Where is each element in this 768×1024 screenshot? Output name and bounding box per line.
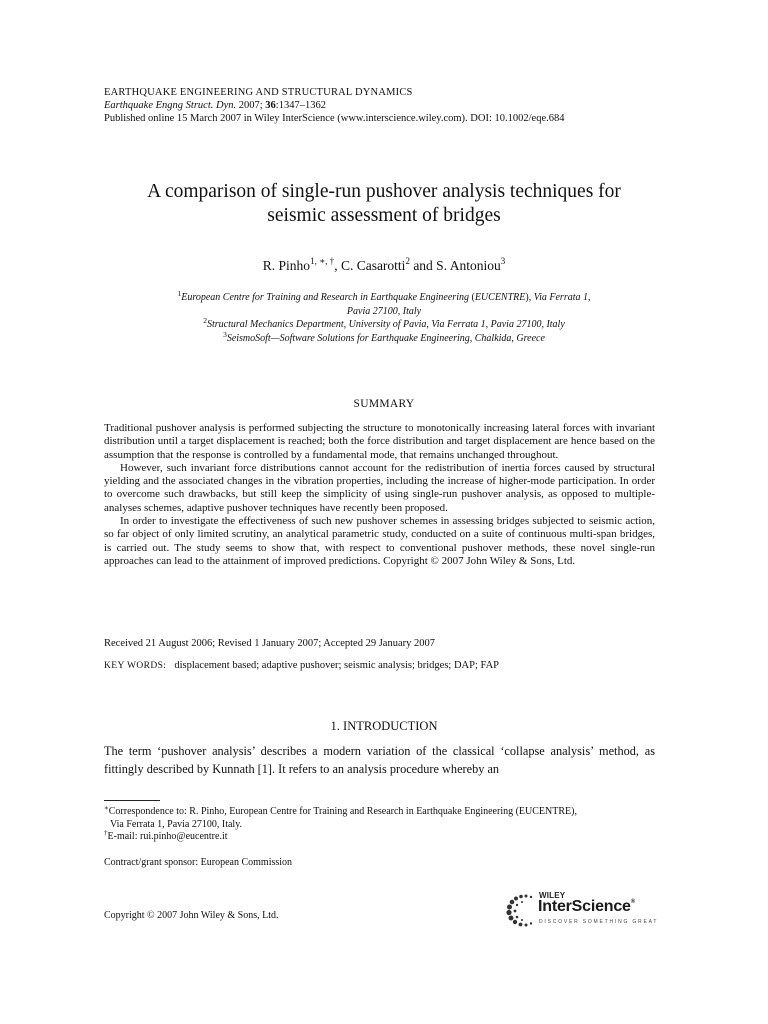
author-1: R. Pinho (262, 258, 311, 273)
footnote-rule (104, 800, 160, 801)
abstract-paragraph-3: In order to investigate the effectiveness of such new pushover schemes in assessing bridges subjected to seismic action, so far object of only limited scrutiny, an analytical parametric study, conducted on a suite of continuous multi-span bridges, is carried out. The study seems to show that, with respect to conventional pushover methods, these novel single-run approaches can lead to the attainment of improved predictions. Copyright © 2007 John Wiley & Sons, Ltd. (104, 515, 655, 567)
affiliation-3: $^3$SeismoSoft—Software Solutions for Earthquake Engineering, Chalkida, Greece (223, 329, 545, 344)
interscience-tagline: DISCOVER SOMETHING GREAT (539, 919, 659, 925)
author-3: and S. Antoniou (409, 258, 501, 273)
journal-name: EARTHQUAKE ENGINEERING AND STRUCTURAL DYNAMICS (104, 87, 413, 98)
affiliation-1: $^1$European Centre for Training and Research in Earthquake Engineering (EUCENTRE), Via Ferrata 1, (177, 289, 591, 303)
author-list (104, 257, 664, 274)
wiley-brand: WILEY (539, 891, 566, 900)
email-footnote: †E-mail: rui.pinho@eucentre.it (104, 829, 228, 842)
interscience-wordmark: InterScience® (538, 898, 635, 915)
published-line: Published online 15 March 2007 in Wiley InterScience (www.interscience.wiley.com). DOI: 10.1002/eqe.684 (104, 113, 565, 124)
keywords-value: displacement based; adaptive pushover; seismic analysis; bridges; DAP; FAP (174, 660, 499, 671)
grant-sponsor: Contract/grant sponsor: European Commission (104, 857, 293, 868)
footnotes (104, 806, 655, 844)
author-3-mark: 3 (500, 256, 506, 266)
copyright-notice: Copyright © 2007 John Wiley & Sons, Ltd. (104, 910, 279, 921)
received-dates: Received 21 August 2006; Revised 1 January 2007; Accepted 29 January 2007 (104, 638, 435, 649)
abstract-paragraph-2: However, such invariant force distributions cannot account for the redistribution of inertia forces caused by structural yielding and the associated changes in the vibration properties, including the increase of higher-mode participation. In order to overcome such drawbacks, but still keep the simplicity of using single-run pushover analysis, as opposed to multiple-analyses schemes, adaptive pushover techniques have recently been proposed. (104, 461, 655, 514)
author-1-marks: 1, ∗, † (310, 256, 335, 266)
affiliation-2: $^2$Structural Mechanics Department, University of Pavia, Via Ferrata 1, Pavia 27100, Italy (203, 316, 565, 330)
wiley-interscience-logo (505, 890, 665, 930)
correspondence-footnote: ∗Correspondence to: R. Pinho, European Centre for Training and Research in Earthquake Engineering (EUCENTRE), (104, 804, 577, 817)
keywords (104, 660, 664, 671)
introduction-heading: 1. INTRODUCTION (330, 719, 438, 733)
title-line-2: seismic assessment of bridges (267, 205, 501, 226)
paper-title (104, 180, 664, 228)
interscience-dots-icon (505, 893, 539, 927)
title-line-1: A comparison of single-run pushover analysis techniques for (147, 181, 621, 202)
introduction-text: The term ‘pushover analysis’ describes a modern variation of the classical ‘collapse analysis’ method, as fittingly described by Kunnath [1]. It refers to an analysis procedure whereby an (104, 744, 655, 776)
affiliation-1-line-2: Pavia 27100, Italy (346, 305, 422, 317)
summary-heading: SUMMARY (353, 398, 415, 410)
journal-header (104, 86, 664, 125)
journal-abbrev: Earthquake Engng Struct. Dyn. (104, 100, 237, 111)
abstract (104, 422, 655, 568)
abstract-paragraph-1: Traditional pushover analysis is performed subjecting the structure to monotonically increasing lateral forces with invariant distribution until a target displacement is reached; both the force distribution and target displacement are hence based on the assumption that the response is controlled by a fundamental mode, that remains unchanged throughout. (104, 422, 655, 461)
correspondence-footnote-line-2: Via Ferrata 1, Pavia 27100, Italy. (110, 818, 243, 830)
keywords-label: KEY WORDS: (104, 661, 167, 671)
journal-citation (104, 99, 664, 112)
affiliations (104, 291, 664, 345)
journal-year: 2007; (236, 100, 266, 111)
journal-pages: :1347–1362 (275, 100, 326, 111)
author-2-mark: 2 (405, 256, 410, 266)
journal-volume: 36 (265, 100, 276, 111)
author-2: , C. Casarotti (334, 258, 406, 273)
